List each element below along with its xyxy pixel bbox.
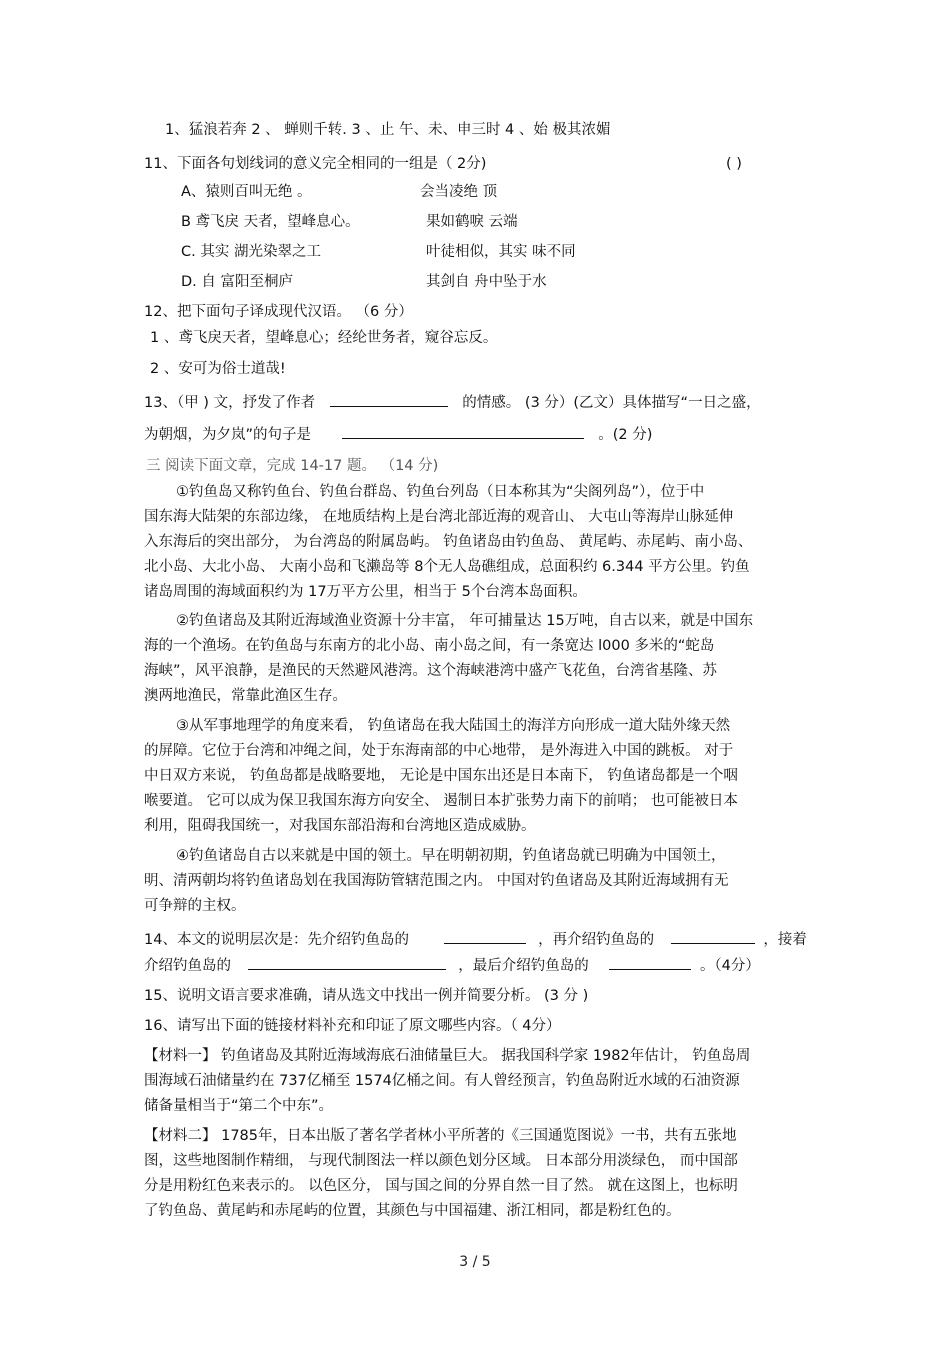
- material-line: 【材料一】 钓鱼诸岛及其附近海域海底石油储量巨大。 据我国科学家 1982年估计， 钓鱼岛周: [144, 1048, 751, 1064]
- material-line: 了钓鱼岛、黄尾屿和赤尾屿的位置，其颜色与中国福建、浙江相同，都是粉红色的。: [144, 1203, 681, 1219]
- q11-stem: 11、下面各句划线词的意义完全相同的一组是（ 2分): [144, 156, 487, 172]
- q14-blank-2[interactable]: [671, 929, 755, 944]
- q11-option-a-right: 会当凌绝 顶: [420, 184, 498, 200]
- q13-part-1: 13、（甲 ) 文，抒发了作者: [144, 395, 316, 411]
- q14-text-f: 。（4分）: [699, 958, 760, 974]
- passage-line: 的屏障。它位于台湾和冲绳之间，处于东海南部的中心地带， 是外海进入中国的跳板。 对于: [144, 743, 734, 759]
- q13-line-2: [144, 424, 652, 445]
- q10-answer-line: 1、猛浪若奔 2 、 蝉则千转. 3 、止 午、未、申三时 4 、始 极其浓媚: [165, 122, 611, 138]
- section-3-heading: 三 阅读下面文章，完成 14-17 题。 （14 分): [146, 458, 439, 474]
- q11-option-c-right: 叶徒相似，其实 味不同: [426, 244, 576, 260]
- q11-option-c-left: C. 其实 湖光染翠之工: [181, 244, 321, 260]
- q14-blank-3[interactable]: [248, 955, 446, 970]
- q14-blank-4[interactable]: [609, 955, 691, 970]
- q13-blank-1[interactable]: [330, 392, 448, 407]
- q15-stem: 15、说明文语言要求准确，请从选文中找出一例并简要分析。 (3 分 ): [144, 988, 589, 1004]
- q14-text-b: ，再介绍钓鱼岛的: [538, 932, 655, 948]
- passage-line: ②钓鱼诸岛及其附近海域渔业资源十分丰富， 年可捕量达 15万吨，自古以来，就是中国东: [176, 613, 754, 629]
- page-number: 3 / 5: [459, 1254, 491, 1270]
- q14-text-c: ，接着: [763, 932, 807, 948]
- passage-line: 海峡”，风平浪静，是渔民的天然避风港湾。这个海峡港湾中盛产飞花鱼，台湾省基隆、苏: [144, 663, 718, 679]
- passage-line: 利用，阻碍我国统一，对我国东部沿海和台湾地区造成威胁。: [144, 818, 536, 834]
- passage-line: 明、清两朝均将钓鱼诸岛划在我国海防管辖范围之内。 中国对钓鱼诸岛及其附近海域拥有无: [144, 873, 729, 889]
- q11-option-b-left: B 鸢飞戾 天者，望峰息心。: [181, 214, 360, 230]
- q13-part-4: 。(2 分): [598, 427, 653, 443]
- q11-option-a-left: A、猿则百叫无绝 。: [181, 184, 312, 200]
- q13-line-1: [144, 392, 761, 413]
- q14-text-e: ，最后介绍钓鱼岛的: [458, 958, 589, 974]
- q14-line-1: [144, 929, 807, 950]
- material-line: 图，这些地图制作精细， 与现代制图法一样以颜色划分区域。 日本部分用淡绿色， 而中国部: [144, 1153, 738, 1169]
- q14-blank-1[interactable]: [444, 929, 526, 944]
- q14-text-d: 介绍钓鱼岛的: [144, 958, 231, 974]
- passage-line: ③从军事地理学的角度来看， 钓鱼诸岛在我大陆国土的海洋方向形成一道大陆外缘天然: [176, 718, 731, 734]
- q11-answer-paren: ( ): [726, 156, 742, 172]
- q13-part-3: 为朝烟，为夕岚”的句子是: [144, 427, 312, 443]
- q12-stem: 12、把下面句子译成现代汉语。 （6 分）: [144, 304, 413, 320]
- passage-line: 喉要道。 它可以成为保卫我国东海方向安全、 遏制日本扩张势力南下的前哨； 也可能被日本: [144, 793, 738, 809]
- q14-text-a: 14、本文的说明层次是：先介绍钓鱼岛的: [144, 932, 409, 948]
- q11-option-d-right: 其剑自 舟中坠于水: [426, 274, 547, 290]
- material-line: 围海域石油储量约在 737亿桶至 1574亿桶之间。有人曾经预言，钓鱼岛附近水域的石油资源: [144, 1073, 740, 1089]
- q13-part-2: 的情感。 (3 分）(乙文）具体描写“一日之盛，: [462, 395, 761, 411]
- q13-blank-2[interactable]: [342, 424, 584, 439]
- material-line: 分是用粉红色来表示的。 以色区分， 国与国之间的分界自然一目了然。 就在这图上，也标明: [144, 1178, 738, 1194]
- passage-line: ①钓鱼岛又称钓鱼台、钓鱼台群岛、钓鱼台列岛（日本称其为“尖阁列岛”），位于中: [176, 484, 705, 500]
- passage-line: 可争辩的主权。: [144, 898, 246, 914]
- material-line: 【材料二】 1785年，日本出版了著名学者林小平所著的《三国通览图说》一书，共有五张地: [144, 1128, 737, 1144]
- passage-line: ④钓鱼诸岛自古以来就是中国的领土。早在明朝初期，钓鱼诸岛就已明确为中国领土，: [176, 848, 726, 864]
- material-line: 储备量相当于“第二个中东”。: [144, 1098, 334, 1114]
- passage-line: 澳两地渔民，常靠此渔区生存。: [144, 688, 347, 704]
- q12-sentence-1: 1 、鸢飞戾天者，望峰息心；经纶世务者，窥谷忘反。: [150, 330, 498, 346]
- q14-line-2: [144, 955, 760, 976]
- q12-sentence-2: 2 、安可为俗士道哉!: [150, 361, 286, 377]
- passage-line: 北小岛、大北小岛、 大南小岛和飞濑岛等 8个无人岛礁组成，总面积约 6.344 平方公里。钓鱼: [144, 559, 750, 575]
- passage-line: 海的一个渔场。在钓鱼岛与东南方的北小岛、南小岛之间，有一条宽达 l000 多米的“蛇岛: [144, 638, 715, 654]
- passage-line: 入东海后的突出部分， 为台湾岛的附属岛屿。 钓鱼诸岛由钓鱼岛、 黄尾屿、赤尾屿、南小岛、: [144, 534, 753, 550]
- passage-line: 中日双方来说， 钓鱼岛都是战略要地， 无论是中国东出还是日本南下， 钓鱼诸岛都是一个咽: [144, 768, 738, 784]
- passage-line: 诸岛周围的海域面积约为 17万平方公里，相当于 5个台湾本岛面积。: [144, 584, 587, 600]
- passage-line: 国东海大陆架的东部边缘， 在地质结构上是台湾北部近海的观音山、 大屯山等海岸山脉延伸: [144, 509, 734, 525]
- q16-stem: 16、请写出下面的链接材料补充和印证了原文哪些内容。（ 4分）: [144, 1018, 561, 1034]
- q11-option-b-right: 果如鹤唳 云端: [426, 214, 518, 230]
- q11-option-d-left: D. 自 富阳至桐庐: [181, 274, 293, 290]
